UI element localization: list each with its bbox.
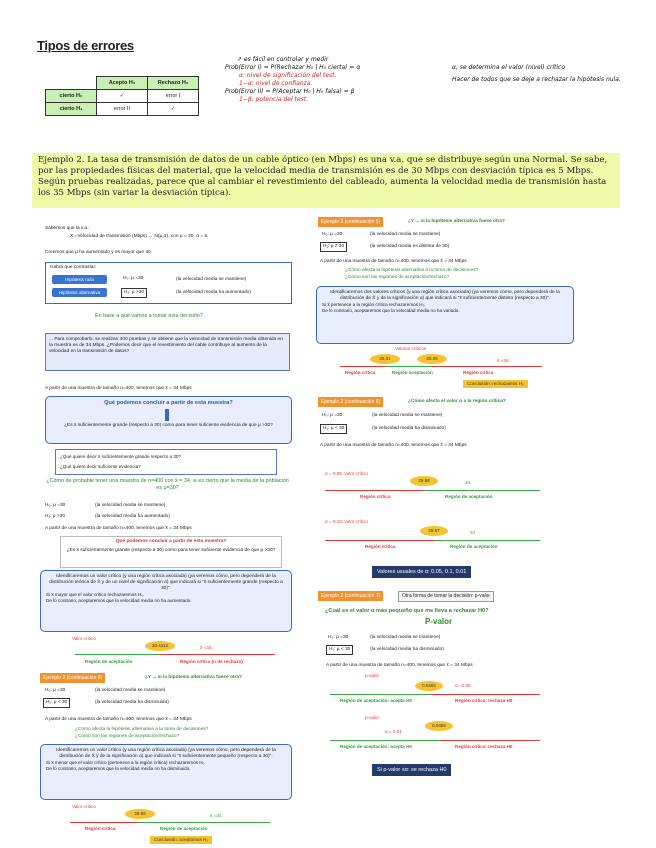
text-partir2: A partir de una muestra de tamaño n=400, tenemos que x̄ = 34 Mbps: [320, 443, 467, 448]
rejection-region-label: Región crítica: [345, 370, 376, 375]
h1b-note: (la velocidad media ha disminuido): [372, 426, 446, 431]
h1-note: (la velocidad media ha aumentado): [176, 290, 251, 295]
hypothesis-box: [45, 262, 292, 304]
question-probable: ¿Cómo de probable tener una muestra de n=400 con x̄ = 34, si es cierto que la media de la población es μ=30?: [46, 478, 289, 491]
ident-bullet: De lo contrario, aceptaremos que la velocidad media no ha variado.: [322, 308, 460, 313]
rejection-region-label: Región crítica: rechaza H0: [455, 744, 513, 749]
acceptance-line: [330, 740, 440, 741]
alpha-label: α =0.05: [455, 683, 471, 688]
note-line: α: nivel de significación del test.: [239, 72, 337, 79]
critical-value-ellipse: 30.49: [417, 354, 447, 364]
rejection-region-label: Región crítica (o de rechazo): [180, 659, 243, 664]
error-table-cell: ✓: [97, 90, 148, 103]
acceptance-line: [435, 540, 540, 541]
h0-note: (la velocidad media se mantiene): [176, 277, 247, 282]
rejection-line: [432, 366, 542, 367]
pvalue-label: p-valor: [365, 673, 380, 678]
ident3-bullet: Si x̄ menor que el valor crítico (pertenece a la región crítica) rechazaremos H₀: [46, 760, 205, 765]
section-note: Otra forma de tomar la decisión: p-valor: [398, 591, 494, 602]
ident-box: [316, 286, 574, 344]
conclusion-badge: Conclusión: rechazamos H₀: [463, 380, 528, 388]
critical-value-ellipse: 29.67: [420, 526, 448, 536]
question-afecta: ¿Cómo afecta la hipótesis alternativa a la toma de decisiones?: [75, 727, 209, 732]
text-partir3: A partir de una muestra de tamaño n=400, tenemos que x̄ = 34 Mbps: [45, 717, 192, 722]
section-question: ¿Cómo afecta el valor α a la región crítica?: [408, 399, 506, 404]
question-concluir: Qué podemos concluir a partir de esta muestra?: [104, 400, 233, 406]
acceptance-line: [75, 654, 160, 655]
ident3-box: [40, 744, 292, 800]
ident-text: Identificaremos dos valores críticos (y una región crítica asociada) (ya veremos cómo, pero dependerá de la distribución de X̄ y de la significación α) que indicará si "x̄ suficientemente distinto (respecto a 30)".: [330, 290, 560, 301]
acceptance-line: [140, 822, 270, 823]
null-hypothesis-pill: Hipótesis nula: [52, 275, 107, 284]
error-table-cell: ✓: [148, 103, 199, 116]
ident-bullet: De lo contrario, aceptaremos que la velocidad media no ha aumentado.: [46, 598, 192, 603]
note-line: Hacer de todos que se deje a rechazar la hipótesis nula.: [452, 76, 621, 83]
question-afecta: ¿Cómo afecta la hipótesis alternativa a la toma de decisiones?: [345, 268, 479, 273]
ident-text: Identificaremos un valor crítico (y una región crítica asociada) (ya veremos cómo, pero dependerá de la distribución teórica de X̄ y de un nivel de significación α) que indicará si "x̄ suficientemente grande (respecto a 30)".: [49, 574, 283, 591]
usual-alpha-values: Valores usuales de α: 0.05, 0.1, 0.01: [372, 566, 471, 578]
question-regiones: ¿Cómo son las regiones de aceptación/rechazo?: [345, 275, 450, 280]
h0-text: H₀: μ =30: [322, 232, 343, 237]
example-statement: Ejemplo 2. La tasa de transmisión de datos de un cable óptico (en Mbps) es una v.a. que se distribuye según una Normal. Se sabe, por las propiedades físicas del material, que la velocidad media de transmisión es de 30 Mbps con desviación típica es 5 Mbps. Según pruebas realizadas, parece que al cambiar el revestimiento del cableado, aumenta la velocidad media de transmisión hasta los 35 Mbps (sin variar la desviación típica).: [32, 153, 620, 208]
acceptance-region-label: Región de aceptación: [160, 826, 208, 831]
question-concluir-2: Qué podemos concluir a partir de esta muestra?: [115, 539, 227, 544]
alpha-label: α = 0.01: [385, 729, 402, 734]
h1c-text: H₁: μ < 30: [43, 698, 70, 708]
section-tag: Ejemplo 2 (continuación 5): [318, 217, 383, 227]
error-table-header-accept: Acepto H₀: [97, 77, 148, 90]
h1b-note: (la velocidad media ha aumentado): [95, 514, 170, 519]
text-partir3: A partir de una muestra de tamaño n=400, tenemos que x̄ = 34 Mbps: [326, 663, 473, 668]
error-table-cell: error I: [148, 90, 199, 103]
ident-box: [40, 570, 292, 632]
question-suficiente: ¿Es x̄ suficientemente grande (respecto a 30) como para tener suficiente evidencia de que μ >30?: [64, 423, 273, 428]
acceptance-region-label: Región de aceptación: [445, 494, 493, 499]
h0-note: (la velocidad media se mantiene): [370, 232, 441, 237]
handwritten-notes-right: [452, 64, 632, 84]
h0b-note: (la velocidad media se mantiene): [95, 503, 166, 508]
note-line: 1−α: nivel de confianza.: [239, 80, 313, 87]
rejection-line: [325, 490, 425, 491]
rejection-region-label: Región crítica: [365, 544, 396, 549]
rejection-line: [430, 694, 540, 695]
error-table-row-label: cierto H₀: [46, 90, 97, 103]
critical-values-label: Valores críticos: [395, 346, 427, 351]
rejection-line: [440, 740, 540, 741]
final-rule: Si p-valor ≤α: se rechaza H0: [372, 764, 451, 776]
ident-bullet: Si x̄ mayor que el valor crítico rechazaremos H₀.: [46, 592, 145, 597]
handwritten-notes-left: [225, 56, 445, 104]
note-line: Prob(Error II) = P(Aceptar H₀ | H₀ falsa) = β: [225, 88, 355, 95]
h1c-text: H₁: μ < 30: [326, 645, 353, 655]
arrow-icon: [165, 409, 169, 421]
concluir-box-2: [60, 536, 282, 568]
ident3-bullet: De lo contrario, aceptaremos que la velocidad media no ha disminuido.: [46, 766, 191, 771]
para-box: ... Para comprobarlo, se realizan 400 pruebas y se obtiene que la velocidad de transmisión media obtenida en la muestra es de 34 Mbps. ¿Podemos decir que el revestimiento del cable contribuye al aumento de la velocidad en la transmisión de datos?: [45, 333, 290, 371]
rejection-region-label: Región crítica: rechaza H0: [455, 698, 513, 703]
error-table-cell: error II: [97, 103, 148, 116]
concluir-box: [45, 396, 292, 444]
rejection-line: [340, 366, 385, 367]
acceptance-region-label: Región de aceptación: acepta H0: [340, 698, 412, 703]
note-line: 1−β: potencia del test.: [239, 96, 308, 103]
acceptance-region-label: Región de aceptación: acepta H0: [340, 744, 412, 749]
ident-bullet: Si x̄ pertenece a la región crítica rechazaremos H₀: [322, 302, 425, 307]
error-table: [45, 76, 199, 116]
bullet-item: ¿Qué quiere decir x̄ suficientemente grande respecto a 30?: [60, 454, 182, 459]
page-title: Tipos de errores: [37, 38, 134, 53]
question-regiones: ¿Cómo son las regiones de aceptación/rechazo?: [75, 734, 180, 739]
h1-text: H₁: μ ≠ 30: [320, 242, 347, 252]
section-tag: Ejemplo 2 (continuación 7): [318, 591, 383, 601]
critical-value-ellipse: 29.51: [370, 354, 400, 364]
ident3-text: Identificaremos un valor crítico (y una región crítica asociada) (ya veremos cómo, pero dependerá de la distribución de X̄ y de la significación α) que indicará si "x̄ suficientemente pequeño (respecto a 30)".: [56, 748, 276, 759]
error-table-corner: [46, 77, 97, 90]
acceptance-line: [385, 366, 432, 367]
rejection-region-label: Región crítica: [85, 826, 116, 831]
h1b-text: H₁: μ < 30: [320, 424, 347, 434]
bullet-item: ¿Qué quiere decir suficiente evidencia?: [60, 464, 141, 469]
text-contrastar: Habrá que contrastar:: [50, 265, 97, 270]
h0c-note: (la velocidad media se mantiene): [95, 688, 166, 693]
h0b-text: H₀: μ =30: [45, 503, 66, 508]
h1b-text: H₁: μ >30: [45, 514, 65, 519]
xbar-label: 34: [470, 530, 476, 535]
note-line: ↗ es fácil en controlar y medir: [237, 56, 329, 63]
h0b-note: (la velocidad media se mantiene): [372, 413, 443, 418]
acceptance-region-label: Región de aceptación: [85, 659, 133, 664]
critical-value-ellipse: 29.59: [125, 809, 155, 819]
h1-text: H₁: μ >30: [121, 288, 147, 298]
question-suficiente-2: ¿Es x̄ suficientemente grande (respecto a 30) como para tener suficiente evidencia de que μ >30?: [66, 548, 276, 553]
xbar-label: 34: [465, 480, 471, 485]
rejection-region-label: Región crítica: [360, 494, 391, 499]
xbar-label: x̄ =34: [210, 813, 222, 818]
note-line: α, se determina el valor (nivel) crítico: [452, 64, 565, 71]
critical-value-label: Valor crítico: [72, 636, 96, 641]
h0c-text: H₀: μ =30: [328, 635, 349, 640]
text-partir1: A partir de una muestra de tamaño n=400, tenemos que x̄ = 34 Mbps: [45, 386, 192, 391]
section-tag: Ejemplo 2 (continuación 6): [40, 673, 105, 683]
acceptance-region-label: Región aceptación: [392, 370, 433, 375]
alpha-label: α = 0.05; valor crítico: [325, 471, 368, 476]
conclusion-badge: Conclusión: aceptamos H₀: [150, 836, 212, 844]
critical-value-ellipse: 30.4112: [145, 641, 175, 651]
alt-hypothesis-pill: Hipótesis alternativa: [52, 288, 107, 297]
rejection-line: [325, 540, 435, 541]
pvalue-ellipse: 0.0465: [415, 681, 443, 691]
alpha-label: α = 0.10; valor crítico: [325, 519, 368, 524]
h1c-note: (la velocidad media ha disminuido): [95, 700, 169, 705]
critical-value-label: Valor crítico: [72, 804, 96, 809]
acceptance-line: [425, 490, 540, 491]
pvalue-question: ¿Cuál es el valor α más pequeño que me lleva a rechazar H0?: [325, 608, 489, 614]
pvalue-title: P-valor: [425, 617, 453, 626]
rejection-line: [70, 822, 140, 823]
pvalue-ellipse: 0.0465: [425, 721, 453, 731]
acceptance-line: [330, 694, 430, 695]
bullets-box: [55, 449, 277, 475]
acceptance-region-label: Región de aceptación: [450, 544, 498, 549]
h0b-text: H₀: μ =30: [322, 413, 343, 418]
section-question: ¿Y ... si la hipótesis alternativa fuese otra?: [408, 219, 505, 224]
question-decision: En base a qué vamos a tomar esta decisión?: [95, 313, 203, 319]
error-table-header-reject: Rechazo H₀: [148, 77, 199, 90]
h0c-note: (la velocidad media se mantiene): [370, 635, 441, 640]
h1-note: (la velocidad media es distinta de 30): [370, 244, 450, 249]
h0c-text: H₀: μ =30: [45, 688, 66, 693]
section-tag: Ejemplo 2 (continuación 6): [318, 397, 383, 407]
error-table-row-label: cierto H₁: [46, 103, 97, 116]
h0-text: H₀: μ =30: [123, 276, 144, 281]
note-line: Prob(Error I) = P(Rechazar H₀ | H₀ cierta) = α: [225, 64, 361, 71]
xbar-label: x̄ =34: [200, 645, 212, 650]
xbar-label: x̄ =34: [497, 358, 509, 363]
rejection-line: [160, 654, 275, 655]
text-formula: X =Velocidad de transmisión (Mbps) → N(μ,σ), con μ = 30, σ = 5.: [70, 234, 209, 239]
text-sabemos: Sabemos que la v.a.:: [45, 226, 90, 231]
pvalue-label: p-valor: [365, 715, 380, 720]
text-partir2: A partir de una muestra de tamaño n=400, tenemos que x̄ = 34 Mbps: [45, 526, 192, 531]
text-creemos: Creemos que μ ha aumentado y es mayor que 30.: [45, 250, 153, 255]
text-partir: A partir de una muestra de tamaño n=400, tenemos que x̄ = 34 Mbps: [320, 259, 467, 264]
critical-value-ellipse: 29.58: [410, 476, 438, 486]
section-question: ¿Y ... si la hipótesis alternativa fuese otra?: [145, 675, 242, 680]
h1c-note: (la velocidad media ha disminuido): [370, 647, 444, 652]
rejection-region-label: Región crítica: [463, 370, 494, 375]
